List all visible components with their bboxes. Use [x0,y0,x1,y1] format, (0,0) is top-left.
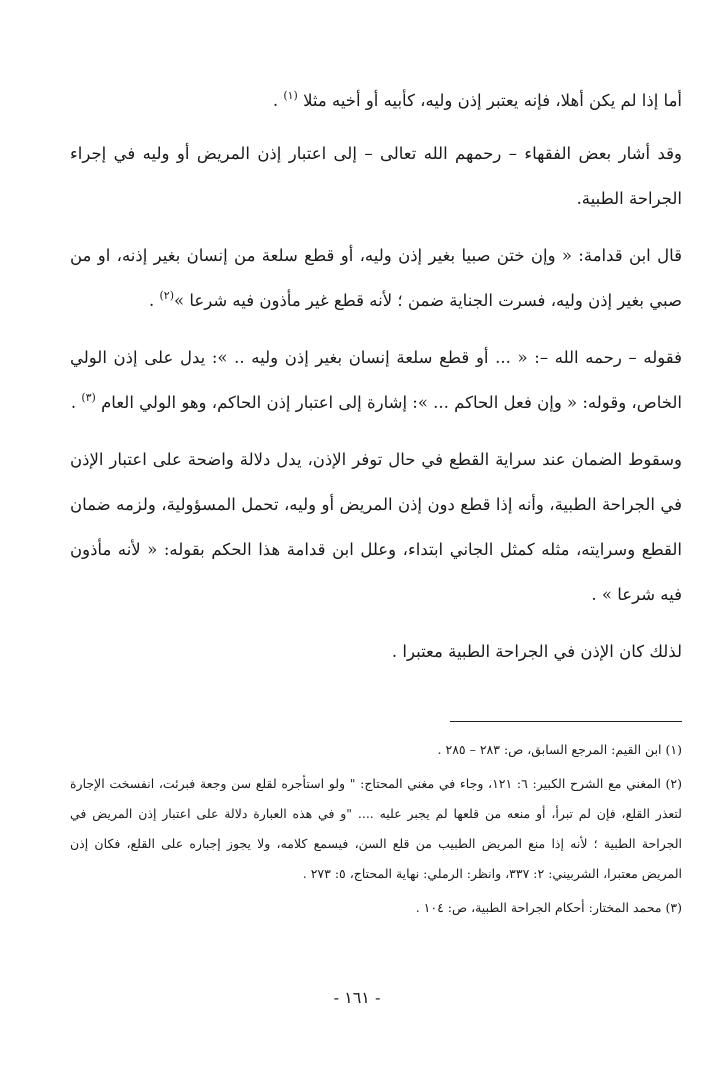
footnote-3: (٣) محمد المختار: أحكام الجراحة الطبية، ص: ١٠٤ . [415,900,682,915]
paragraph-4-text: فقوله – رحمه الله –: « ... أو قطع سلعة إنسان بغير إذن وليه .. »: يدل على إذن الولي الخاص، وقوله: « وإن فعل الحاكم ... »: إشارة إلى اعتبار إذن الحاكم، وهو الولي العام [70,348,682,412]
paragraph-6-text: لذلك كان الإذن في الجراحة الطبية معتبرا . [391,642,682,661]
footnote-divider [450,721,682,722]
paragraph-4-tail: . [70,393,82,412]
paragraph-3-text: قال ابن قدامة: « وإن ختن صبيا بغير إذن وليه، أو قطع سلعة من إنسان بغير إذنه، او من صبي بغير إذن وليه، فسرت الجناية ضمن ؛ لأنه قطع غير مأذون فيه شرعا » [70,246,682,310]
paragraph-3-quote [70,233,682,323]
paragraph-3-tail: . [149,291,160,310]
paragraph-6 [70,629,682,674]
footnote-ref-2: (٢) [159,289,175,302]
paragraph-5 [70,437,682,617]
footnote-1: (١) ابن القيم: المرجع السابق، ص: ٢٨٣ – ٢٨٥ . [437,742,682,757]
paragraph-1-tail: . [272,91,284,110]
footnote-ref-1: (١) [283,89,298,102]
paragraph-1 [70,78,682,123]
paragraph-2 [70,131,682,221]
paragraph-2-text: وقد أشار بعض الفقهاء – رحمهم الله تعالى – إلى اعتبار إذن المريض أو وليه في إجراء الجراحة الطبية. [70,144,682,208]
paragraph-4 [70,335,682,425]
footnote-2: (٢) المغني مع الشرح الكبير: ٦: ١٢١، وجاء في مغني المحتاج: " ولو استأجره لقلع سن وجعة فبرئت، انفسخت الإجارة لتعذر القلع، فإن لم تبرأ، أو منعه من قلعها لم يجبر عليه .... "و في هذه العبارة دلالة على اعتبار إذن المريض في الجراحة الطبية ؛ لأنه إذا منع المريض الطبيب من قلع السن، فيسمع كلامه، ولا يجوز إجباره على القلع، فكان إذن المريض معتبرا، الشربيني: ٢: ٣٣٧، وانظر: الرملي: نهاية المحتاج، ٥: ٢٧٣ . [70,776,682,881]
paragraph-5-text: وسقوط الضمان عند سراية القطع في حال توفر الإذن، يدل دلالة واضحة على اعتبار الإذن في الجراحة الطبية، وأنه إذا قطع دون إذن المريض أو وليه، تحمل المسؤولية، ولزمه ضمان القطع وسرايته، مثله كمثل الجاني ابتداء، وعلل ابن قدامة هذا الحكم بقوله: « لأنه مأذون فيه شرعا » . [70,450,682,604]
footnote-ref-3: (٣) [81,391,96,404]
paragraph-1-text: أما إذا لم يكن أهلا، فإنه يعتبر إذن وليه، كأبيه أو أخيه مثلا [303,91,682,110]
main-text [70,78,682,686]
page-number: - ١٦١ - [333,988,381,1007]
footnotes [70,735,682,927]
